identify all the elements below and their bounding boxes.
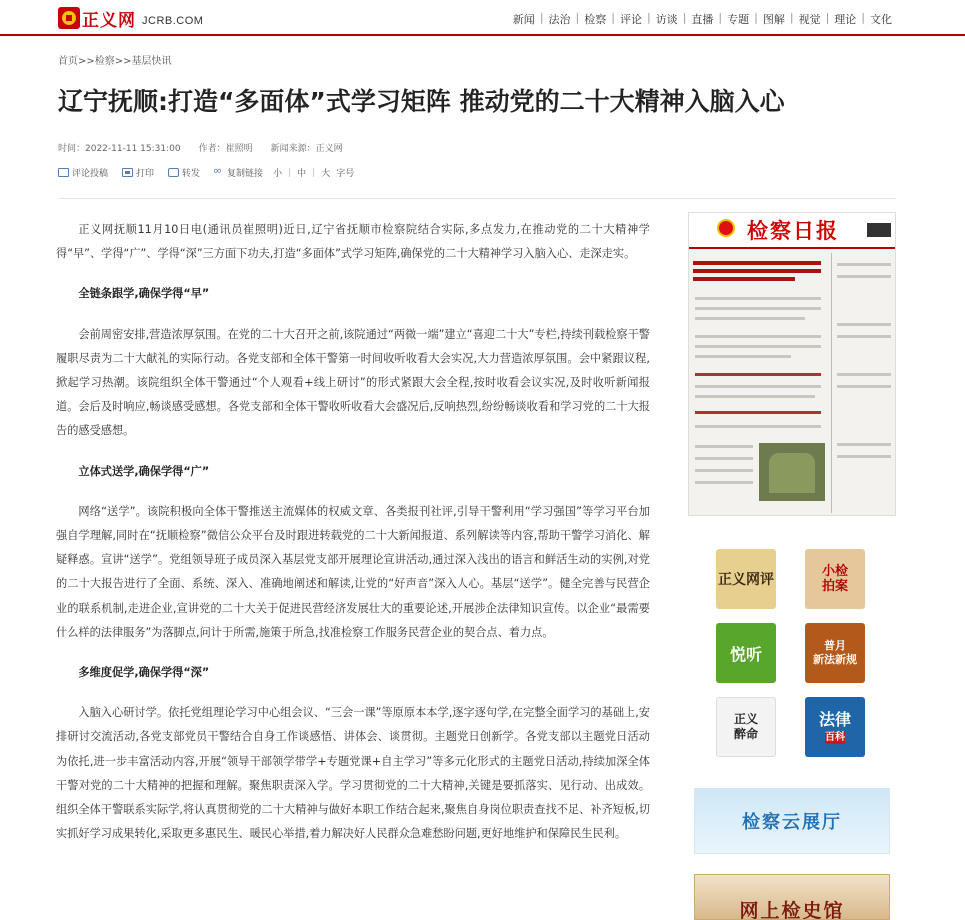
text-line xyxy=(695,445,753,448)
tile-xiaojian-paian[interactable] xyxy=(805,549,865,609)
text-line xyxy=(837,373,891,376)
newspaper-preview[interactable] xyxy=(688,212,896,516)
comment-button[interactable] xyxy=(58,166,108,179)
nav-item-law[interactable]: 法治 xyxy=(548,13,571,26)
main-nav xyxy=(508,11,897,27)
column-rule xyxy=(831,253,832,513)
article-paragraph: 正义网抚顺11月10日电(通讯员崔照明)近日,辽宁省抚顺市检察院结合实际,多点发力,在推动党的二十大精神学得“早”、学得“广”、学得“深”三方面下功夫,打造“多面体”式学习矩阵,确保党的二十大精神学习入脑入心、走深走实。 xyxy=(56,223,650,261)
header-divider xyxy=(58,198,896,199)
article-author: 作者：崔照明 xyxy=(198,144,253,154)
section-heading: 多维度促学,确保学得“深” xyxy=(78,666,210,680)
text-line xyxy=(837,385,891,388)
text-line xyxy=(695,395,815,398)
nav-separator: | xyxy=(754,11,758,24)
print-button[interactable] xyxy=(122,166,154,179)
comment-label: 评论投稿 xyxy=(72,169,109,179)
text-line xyxy=(837,335,891,338)
breadcrumb[interactable]: 首页>>检察>>基层快讯 xyxy=(58,56,172,67)
article-toolbar xyxy=(58,166,354,179)
article-paragraph: 网络“送学”。该院积极向全体干警推送主流媒体的权威文章、各类报刊社评,引导干警利用“学习强国”等学习平台加强自学理解,同时在“抚顺检察”微信公众平台及时跟进转载党的二十大新闻报道、系列解读等内容,帮助干警学习消化、解疑释惑。宣讲“送学”。党组领导班子成员深入基层党支部开展理论宣讲活动,通过深入浅出的语言和鲜活生动的实例,对党的二十大报告进行了全面、系统、深入、准确地阐述和解读,让党的“好声音”深入人心。基层“送学”。健全完善与民营企业的联系机制,走进企业,宣讲党的二十大关于促进民营经济发展壮大的重要论述,开展涉企法律知识宣传。以企业“最需要什么样的法律服务”为落脚点,问计于所需,施策于所急,找准检察工作服务民营企业的契合点、着力点。 xyxy=(56,504,650,639)
text-line xyxy=(837,323,891,326)
text-line xyxy=(695,385,821,388)
font-size-control xyxy=(273,166,354,179)
site-header xyxy=(0,0,965,36)
text-line xyxy=(837,263,891,266)
nav-separator: | xyxy=(646,11,651,24)
article-paragraph: 会前周密安排,营造浓厚氛围。在党的二十大召开之前,该院通过“两微一端”建立“喜迎二十大”专栏,持续刊载检察干警履职尽责为二十大献礼的实际行动。各党支部和全体干警第一时间收听收看大会实况,大力营造浓厚氛围。会中紧跟议程,掀起学习热潮。该院组织全体干警通过“个人观看+线上研讨”的形式紧跟大会全程,按时收看会议实况,及时收听新闻报道。会后及时响应,畅谈感受感想。各党支部和全体干警收听收看大会盛况后,反响热烈,纷纷畅谈收看和学习党的二十大报告的感受感想。 xyxy=(56,327,650,438)
headline-block xyxy=(693,261,821,285)
nav-item-culture[interactable]: 文化 xyxy=(870,13,892,26)
tile-zhengyi-zuiming[interactable] xyxy=(716,697,776,757)
tile-badge: 百科 xyxy=(825,731,845,743)
masthead-tag xyxy=(867,223,891,237)
nav-item-special[interactable]: 专题 xyxy=(727,13,750,26)
nav-item-interview[interactable]: 访谈 xyxy=(655,13,678,26)
text-line xyxy=(837,275,891,278)
emblem-icon xyxy=(717,219,735,237)
print-icon xyxy=(122,168,133,177)
logo-text: 正义网 xyxy=(82,10,136,31)
nav-separator: | xyxy=(861,11,865,24)
nav-separator: | xyxy=(825,11,830,24)
tile-law-encyclopedia[interactable] xyxy=(805,697,865,757)
text-line xyxy=(837,455,891,458)
section-heading: 全链条跟学,确保学得“早” xyxy=(78,287,210,301)
tile-zhengyi-wangping[interactable] xyxy=(716,549,776,609)
nav-separator: | xyxy=(682,11,687,24)
nav-separator: | xyxy=(789,11,794,24)
text-line xyxy=(695,469,753,472)
banner-label: 检察云展厅 xyxy=(742,812,842,833)
font-size-large[interactable]: 大 xyxy=(321,169,331,179)
nav-item-comment[interactable]: 评论 xyxy=(619,13,642,26)
text-line xyxy=(695,457,753,460)
link-icon xyxy=(214,168,224,177)
tile-yueting[interactable] xyxy=(716,623,776,683)
forward-button[interactable] xyxy=(168,166,200,179)
article-body xyxy=(56,218,650,862)
tile-label: 拍案 xyxy=(821,579,848,594)
comment-icon xyxy=(58,168,69,177)
nav-item-visual[interactable]: 视觉 xyxy=(798,13,821,26)
nav-item-infographic[interactable]: 图解 xyxy=(762,13,785,26)
text-line xyxy=(695,411,821,414)
section-heading: 立体式送学,确保学得“广” xyxy=(78,464,210,478)
size-separator: | xyxy=(288,167,292,178)
text-line xyxy=(695,425,821,428)
font-size-medium[interactable]: 中 xyxy=(297,169,307,179)
text-line xyxy=(695,345,821,348)
logo-domain: JCRB.COM xyxy=(142,14,204,27)
article-paragraph: 入脑入心研讨学。依托党组理论学习中心组会议、“三会一课”等原原本本学,逐字逐句学,在完整全面学习的基础上,安排研讨交流活动,各党支部党员干警结合自身工作谈感悟、讲体会、谈贯彻。主题党日创新学。各党支部以主题党日活动为依托,进一步丰富活动内容,开展“领导干部领学带学+专题党课+自主学习”等多元化形式的主题党日活动,持续加深全体干警对党的二十大精神的把握和理解。聚焦职责深入学。学习贯彻党的二十大精神,关键是要抓落实、见行动、出成效。组织全体干警联系实际学,将认真贯彻党的二十大精神与做好本职工作结合起来,聚焦自身岗位职责查找不足、补齐短板,切实抓好学习成果转化,采取更多惠民生、暖民心举措,着力解决好人民群众急难愁盼问题,更好地维护和保障民生民利。 xyxy=(56,706,650,841)
text-line xyxy=(837,443,891,446)
mail-icon xyxy=(168,168,179,177)
cloud-exhibition-banner[interactable] xyxy=(694,788,890,854)
tile-label: 法律 xyxy=(818,709,851,729)
nav-item-news[interactable]: 新闻 xyxy=(512,13,535,26)
tile-label: 醉命 xyxy=(733,727,758,741)
tile-label: 新法新规 xyxy=(813,653,857,666)
nav-item-theory[interactable]: 理论 xyxy=(834,13,857,26)
text-line xyxy=(695,335,821,338)
tile-label: 普月 xyxy=(824,639,846,652)
tile-label: 悦听 xyxy=(729,644,762,664)
tile-label: 正义 xyxy=(733,712,758,726)
tile-new-laws[interactable] xyxy=(805,623,865,683)
text-line xyxy=(695,481,753,484)
nav-item-live[interactable]: 直播 xyxy=(691,13,714,26)
text-line xyxy=(695,355,791,358)
banner-label: 网上检史馆 xyxy=(739,900,845,920)
text-line xyxy=(695,297,821,300)
text-line xyxy=(695,317,805,320)
size-separator: | xyxy=(312,167,316,178)
article-title: 辽宁抚顺:打造“多面体”式学习矩阵 推动党的二十大精神入脑入心 xyxy=(58,87,785,116)
nav-item-procuratorate[interactable]: 检察 xyxy=(584,13,607,26)
copy-link-button[interactable] xyxy=(214,166,263,179)
site-logo[interactable] xyxy=(58,6,203,30)
nav-separator: | xyxy=(718,11,723,24)
tile-label: 小检 xyxy=(821,564,848,579)
nav-separator: | xyxy=(611,11,615,24)
font-size-label: 字号 xyxy=(336,169,355,179)
text-line xyxy=(695,307,821,310)
newspaper-name: 检察日报 xyxy=(747,218,839,243)
font-size-small[interactable]: 小 xyxy=(273,169,283,179)
tile-label: 正义网评 xyxy=(718,572,774,588)
publish-time: 时间：2022-11-11 15:31:00 xyxy=(58,144,181,154)
newspaper-photo xyxy=(759,443,825,501)
logo-icon xyxy=(58,7,80,29)
news-source: 新闻来源：正义网 xyxy=(270,144,343,154)
nav-separator: | xyxy=(539,11,544,24)
online-history-museum-banner[interactable] xyxy=(694,874,890,920)
copy-link-label: 复制链接 xyxy=(227,169,264,179)
print-label: 打印 xyxy=(136,169,155,179)
article-meta xyxy=(58,141,343,154)
forward-label: 转发 xyxy=(182,169,201,179)
newspaper-masthead xyxy=(689,213,896,249)
text-line xyxy=(695,373,821,376)
nav-separator: | xyxy=(575,11,580,24)
